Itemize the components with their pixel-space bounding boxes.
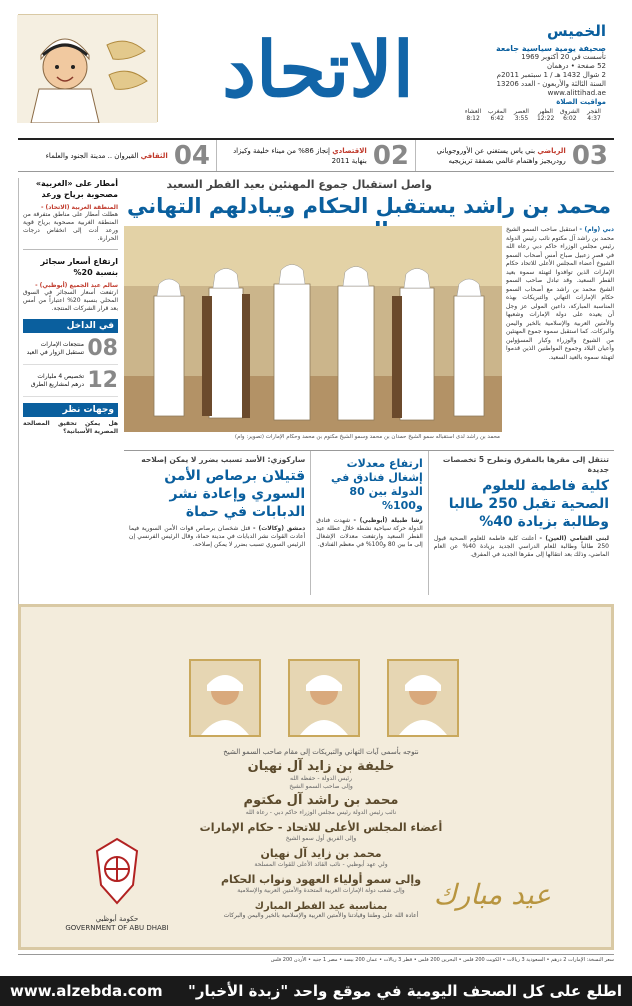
- main-body-text: استقبل صاحب السمو الشيخ محمد بن راشد آل مكتوم نائب رئيس الدولة رئيس مجلس الوزراء حاكم دبي رعاه الله في قصر زعبيل صباح أمس أصحاب السمو الشيوخ أعضاء المجلس الأعلى للاتحاد حكام الإمارات الذين توافدوا لتهنئة سموه بعيد الفطر السعيد. وقد تبادل صاحب السمو الشيخ محمد بن راشد مع أصحاب السمو حكام الإمارات التهاني والتبريكات بهذه المناسبة المباركة، داعين المولى عز وجل أن يعيده على دولة الإمارات وشعبها والأمتين العربية والإسلامية بالخير واليمن والبركات. كما استقبل سموه جموع المهنئين من الشيوخ والوزراء وكبار المسؤولين وأعيان البلاد وجموع المواطنين الذين قدموا لتهنئة سموه بالعيد السعيد.: [506, 226, 614, 361]
- teaser-text: [422, 146, 566, 166]
- prayer-title: مواقيت الصلاة: [556, 98, 606, 106]
- issue-info: [476, 44, 606, 98]
- photo-caption: [124, 432, 502, 442]
- brief-dateline: سالم عبد الجميع (أبوظبي) -: [35, 282, 118, 289]
- teaser-summary: بني ياس يستغني عن الأوروجوياني رودريجيز واهتمام عالمي بصفقة تريزيجيه: [436, 146, 566, 165]
- cartoon-illustration: [17, 15, 157, 123]
- greeting-title: نائب رئيس الدولة رئيس مجلس الوزراء حاكم دبي - رعاه الله: [245, 809, 397, 816]
- story-headline[interactable]: ارتفاع معدلات إشغال فنادق في الدولة بين 80 و100%: [331, 457, 423, 512]
- portrait-left: [387, 659, 459, 737]
- edition-line: السنة الثالثة والأربعون - العدد 13206: [496, 80, 606, 88]
- paper-logo[interactable]: الاتحاد: [222, 25, 414, 114]
- story-text: شهدت فنادق الدولة حركة سياحية نشطة خلال عطلة عيد الفطر السعيد وارتفعت معدلات الإشغال إلى ما بين 80 و100% في معظم الفنادق.: [316, 517, 423, 548]
- eid-greeting-ad: [18, 604, 614, 950]
- teaser-page-number: 04: [173, 140, 210, 171]
- eid-calligraphy: عيد مبارك: [433, 878, 551, 911]
- story-body: [434, 535, 609, 559]
- footer-promo: اطلع على كل الصحف اليومية في موقع واحد "زبدة الأخبار": [188, 982, 622, 1000]
- greeting-connector: وإلى الفريق أول سمو الشيخ: [285, 835, 357, 842]
- story-body: [129, 525, 305, 549]
- teaser-page-number: 02: [372, 140, 409, 171]
- greeting-title: رئيس الدولة - حفظه الله: [290, 775, 352, 782]
- paper-subtitle: صحيفة يومية سياسية جامعة: [495, 44, 606, 53]
- opinion-box-title: وجهات نظر: [23, 403, 118, 417]
- main-photo: [124, 226, 502, 432]
- prayer-name: الظهر: [538, 108, 553, 115]
- prayer-times: [461, 98, 606, 122]
- website[interactable]: www.alittihad.ae: [547, 89, 606, 97]
- inside-page-number: 08: [87, 336, 118, 361]
- story-text: أعلنت كلية فاطمة للعلوم الصحية قبول 250 طالباً وطالبة للعام الدراسي الجديد بزيادة 40% عن العام الماضي، وذلك بعد انتقالها إلى مقرها الجديد في المفرق.: [433, 535, 609, 558]
- secondary-stories: [124, 450, 614, 595]
- price-line: 52 صفحة • درهمان: [547, 62, 606, 70]
- photo-credit: (تصوير: وام): [234, 434, 265, 440]
- footer-banner: [0, 976, 632, 1006]
- prayer-time: 6:42: [490, 115, 504, 122]
- greeting-title: وإلى شعب دولة الإمارات العربية المتحدة والأمتين العربية والإسلامية: [237, 887, 405, 894]
- brief-body: ارتفعت أسعار السجائر في السوق المحلي بنسبة 20% اعتباراً من أمس بعد قرار الشركات المنتجة.: [23, 289, 119, 312]
- story-kicker: تنتقل إلى مقرها بالمفرق وتطرح 5 تخصصات جديدة: [442, 455, 609, 474]
- brief-headline[interactable]: أمطار على «الغربية» مصحوبة برياح ورعد: [35, 179, 118, 199]
- main-kicker: واصل استقبال جموع المهنئين بعيد الفطر السعيد: [166, 178, 432, 191]
- prayer-time: 3:55: [514, 115, 529, 122]
- teaser-category: الاقتصادي: [332, 146, 367, 155]
- inside-item-text: تخصيص 4 مليارات درهم لمشاريع الطرق: [30, 372, 84, 388]
- government-name-en: GOVERNMENT OF ABU DHABI: [65, 924, 169, 932]
- teaser-economy[interactable]: [216, 140, 415, 171]
- prayer-time: 12:22: [536, 115, 555, 122]
- prayer-time: 4:37: [587, 115, 601, 122]
- teaser-text: [46, 151, 168, 161]
- story-text: قتل شخصان برصاص قوات الأمن السورية فيما أعادت القوات نشر الدبابات في مدينة حماة، وقال الرئيس الفرنسي إن الرئيس السوري تسبب بضرر لا يمكن إصلاحه.: [129, 525, 306, 548]
- teaser-summary: القيروان .. مدينة الجنود والعلماء: [45, 151, 139, 160]
- opinion-teaser[interactable]: هل يمكن تحقيق المصالحة المصرية الأسبانية؟: [23, 420, 118, 435]
- main-dateline: دبي (وام) -: [579, 226, 614, 233]
- greeting-connector: وإلى صاحب السمو الشيخ: [289, 783, 353, 790]
- inside-page-number: 12: [87, 368, 118, 393]
- caption-text: محمد بن راشد لدى استقباله سمو الشيخ حمدان بن محمد وسمو الشيخ مكتوم بن محمد وحكام الإمارات: [265, 434, 500, 440]
- main-headline[interactable]: محمد بن راشد يستقبل الحكام ويبادلهم التهاني: [127, 194, 611, 218]
- portrait-image: [389, 661, 457, 735]
- greeting-occasion: بمناسبة عيد الفطر المبارك: [254, 901, 388, 912]
- portrait-image: [290, 661, 358, 735]
- greeting-name: أعضاء المجلس الأعلى للاتحاد - حكام الإمارات: [199, 821, 443, 834]
- prayer-time: 6:02: [563, 115, 577, 122]
- hijri-date: 2 شوال 1432 هـ / 1 سبتمبر 2011م: [496, 71, 606, 79]
- story-hotels: [310, 451, 428, 595]
- greeting-footer: أعاده الله على وطننا وقيادتنا والأمتين العربية والإسلامية بالخير واليمن والبركات: [223, 912, 419, 919]
- story-body: [316, 517, 423, 549]
- portrait-right: [189, 659, 261, 737]
- footer-site-link[interactable]: www.alzebda.com: [10, 982, 163, 1000]
- emblem-graphic: [87, 835, 147, 907]
- inside-item[interactable]: [23, 333, 118, 365]
- greeting-name: محمد بن زايد آل نهيان: [260, 847, 382, 860]
- greeting-title: ولي عهد أبوظبي - نائب القائد الأعلى للقوات المسلحة: [254, 861, 388, 868]
- greeting-name: محمد بن راشد آل مكتوم: [243, 793, 399, 808]
- portrait-image: [191, 661, 259, 735]
- greeting-intro: نتوجه بأسمى آيات التهاني والتبريكات إلى مقام صاحب السمو الشيخ: [223, 748, 419, 756]
- government-signature: [65, 915, 169, 933]
- eid-cartoon: [18, 14, 158, 122]
- story-dateline: لبنى الشامي (العين) -: [539, 535, 609, 542]
- prayer-time: 8:12: [466, 115, 480, 122]
- inside-box-title: في الداخل: [23, 319, 118, 333]
- greeting-text: [171, 747, 471, 919]
- prayer-name: المغرب: [487, 108, 507, 115]
- prayer-name: الفجر: [587, 108, 601, 115]
- teaser-page-number: 03: [571, 140, 608, 171]
- teaser-category: الرياضي: [537, 146, 566, 155]
- brief-dateline: المنطقة الغربية (الاتحاد) -: [40, 204, 118, 211]
- divider: [23, 249, 118, 250]
- issue-day: الخميس: [547, 22, 606, 40]
- story-kicker: ساركوزي: الأسد تسبب بضرر لا يمكن إصلاحه: [141, 455, 306, 464]
- story-headline[interactable]: قتيلان برصاص الأمن السوري وإعادة نشر الدبابات في حماة: [164, 468, 306, 520]
- masthead: [18, 8, 614, 136]
- prayer-name: العشاء: [464, 108, 482, 115]
- abu-dhabi-emblem-icon: [87, 835, 147, 907]
- teaser-summary: إنجاز 86% من ميناء خليفة وكيزاد بنهاية 2011: [233, 146, 367, 165]
- teaser-sports[interactable]: [415, 140, 614, 171]
- price-strip: سعر النسخة: الإمارات 2 درهم • السعودية 3 ريالات • الكويت 200 فلس • البحرين 200 فلس • قطر 3 ريالات • عمان 200 بيسة • مصر 1 جنيه • الأردن 200 فلس: [18, 954, 614, 974]
- section-teasers: [18, 138, 614, 172]
- leader-portraits: [189, 659, 459, 737]
- prayer-name: الشروق: [559, 108, 580, 115]
- prayer-names-row: [461, 108, 606, 115]
- teaser-culture[interactable]: [18, 140, 216, 171]
- story-dateline: رشا طبيلة (أبوظبي) -: [353, 517, 423, 524]
- founded-line: تأسست في 20 أكتوبر 1969: [521, 53, 606, 61]
- teaser-category: الثقافي: [140, 151, 168, 160]
- greeting-name: وإلى سمو أولياء العهود ونواب الحكام: [220, 873, 422, 886]
- greeting-name: خليفة بن زايد آل نهيان: [247, 759, 395, 774]
- story-dateline: دمشق (وكالات) -: [253, 525, 306, 532]
- story-headline[interactable]: كلية فاطمة للعلوم الصحية تقبل 250 طالبا وطالبة بزيادة 40%: [448, 478, 609, 530]
- prayer-name: العصر: [513, 108, 529, 115]
- portrait-center: [288, 659, 360, 737]
- government-name-ar: حكومة أبوظبي: [95, 915, 139, 923]
- brief-body: هطلت أمطار على مناطق متفرقة من المنطقة الغربية مصحوبة برياح قوية ورعد أدت إلى انخفاض درجات الحرارة.: [23, 211, 118, 242]
- story-syria: [124, 451, 310, 595]
- teaser-text: [223, 146, 367, 166]
- story-college: [428, 451, 614, 595]
- prayer-times-row: [461, 115, 606, 122]
- main-story-body: [506, 226, 614, 446]
- inside-item[interactable]: [23, 365, 118, 397]
- brief-headline[interactable]: ارتفاع أسعار سجائر بنسبة 20%: [40, 257, 118, 277]
- inside-item-text: منتجعات الإمارات تستقبل الزوار في العيد: [26, 340, 84, 356]
- rulers-photo: [124, 226, 502, 432]
